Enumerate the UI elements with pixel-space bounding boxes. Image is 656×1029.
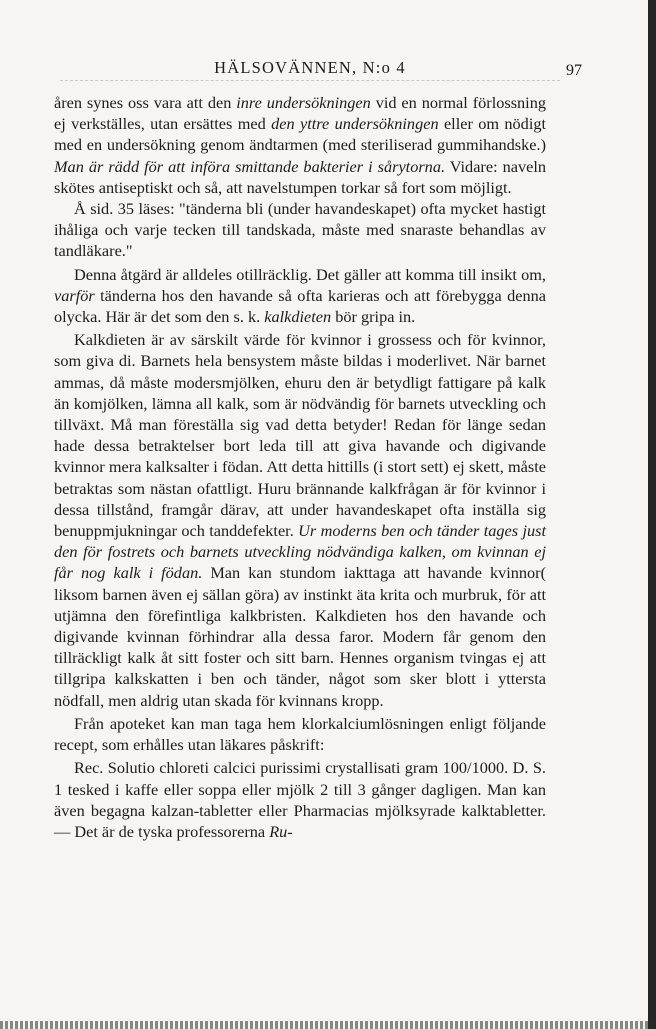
text-run: bör gripa in. xyxy=(331,307,416,327)
italic-text-run: Ru- xyxy=(269,821,293,841)
text-run: vid en normal förlossning ej verkställes, utan ersättes med xyxy=(54,93,546,134)
text-run: Denna åtgärd är alldeles otillräcklig. Det gäller att komma till insikt om, xyxy=(74,264,546,284)
bottom-edge-artifact xyxy=(0,1021,656,1029)
text-run: åren synes oss vara att den xyxy=(54,93,237,112)
text-run: Man kan stundom iakttaga att havande kvinnor( liksom barnen även ej sällan göra) av instinkt äta krita och murbruk, för att utjämna den förefintliga kalkbristen. Kalkdieten hos den havande och digivande kvinnan förhindrar alla dessa faror. Modern får genom den tillräckligt kalk åt sitt foster och sitt barn. Hennes organism tvingas ej att tillgripa kalkskatten i ben och tänder, något som sker blott i yttersta nödfall, men aldrig utan skada för kvinnans kropp. xyxy=(54,563,547,710)
italic-text-run: varför xyxy=(54,285,95,305)
page-header xyxy=(60,58,582,84)
paragraph-1 xyxy=(54,92,546,198)
italic-text-run: kalkdieten xyxy=(264,307,332,327)
italic-text-run: Ur moderns ben och tänder tages just den för fostrets och barnets utveckling nödvändiga kalken, om kvinnan ej får nog kalk i födan. xyxy=(54,521,546,583)
text-run: eller om nödigt med en undersökning genom ändtarmen (med steriliserad gummihandske.) xyxy=(54,114,547,155)
paragraph-3 xyxy=(54,264,546,328)
paragraph-5 xyxy=(54,713,546,755)
text-run: Vidare: naveln skötes antiseptiskt och så, att navelstumpen torkar så fort som möjligt. xyxy=(54,156,547,197)
text-run: Från apoteket kan man taga hem klorkalciumlösningen enligt följande recept, som erhålles utan läkares påskrift: xyxy=(54,713,546,755)
text-run: Kalkdieten är av särskilt värde för kvinnor i grossess och för kvinnor, som giva di. Barnets hela bensystem måste bildas i moderlivet. När barnet ammas, då måste modersmjölken, ehuru den är betydligt fattigare på kalk än komjölken, lämna all kalk, som är nödvändig för barnets utveckling och tillväxt. Må man föreställa sig vad detta betyder! Redan för länge sedan hade dessa betraktelser bort leda till att giva havande och digivande kvinnor mera kalksalter i födan. Att detta hittills (i stort sett) ej skett, måste betraktas som nästan ofattligt. Huru brännande kalkfrågan är för kvinnor i dessa tillstånd, framgår därav, att under havandeskapet ofta inställa sig benuppmjukningar och tanddefekter. xyxy=(54,330,546,541)
running-title: HÄLSOVÄNNEN, N:o 4 xyxy=(214,58,406,77)
header-rule xyxy=(60,80,560,81)
italic-text-run: inre undersökningen xyxy=(236,93,371,112)
page-number: 97 xyxy=(566,62,582,79)
paragraph-2 xyxy=(54,198,546,262)
italic-text-run: den yttre undersökningen xyxy=(271,114,439,134)
text-run: tänderna hos den havande så ofta karieras och att förebygga denna olycka. Här är det som den s. k. xyxy=(54,285,546,327)
text-run: Rec. Solutio chloreti calcici purissimi crystallisati gram 100/1000. D. S. 1 tesked i kaffe eller soppa eller mjölk 2 till 3 gånger dagligen. Man kan även begagna kalzan-tabletter eller Pharmacias mjölksyrade kalktabletter. — Det är de tyska professorerna xyxy=(54,758,546,841)
text-run: Å sid. 35 läses: "tänderna bli (under havandeskapet) ofta mycket hastigt ihåliga och varje tecken till tandskada, måste med snaraste behandlas av tandläkare." xyxy=(54,199,546,261)
page-edge-shadow xyxy=(648,0,656,1029)
italic-text-run: Man är rädd för att införa smittande bakterier i sårytorna. xyxy=(54,156,446,176)
paragraph-4 xyxy=(54,329,546,711)
article-body xyxy=(54,92,546,842)
paragraph-6 xyxy=(54,757,546,842)
